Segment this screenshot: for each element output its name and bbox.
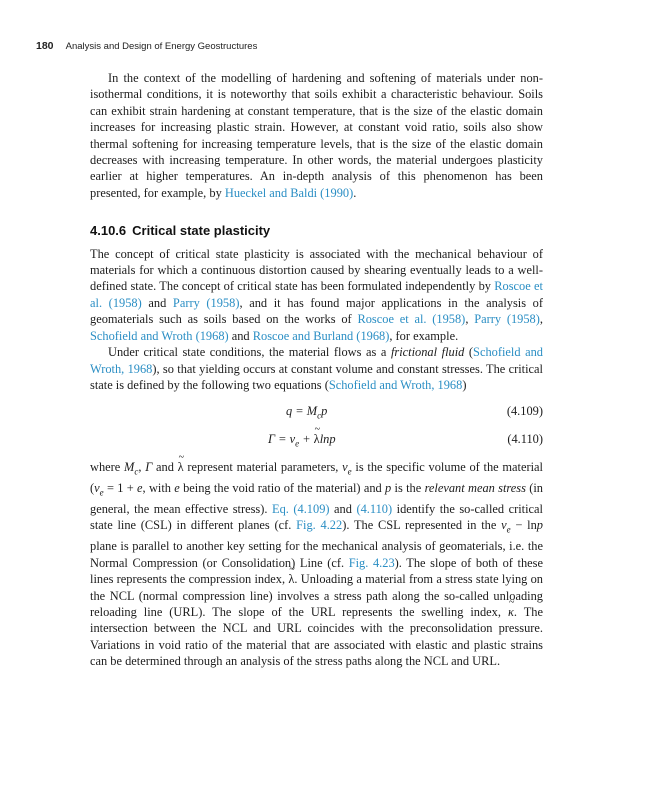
reference-link[interactable]: (4.110) bbox=[356, 502, 393, 517]
page-number: 180 bbox=[36, 40, 54, 52]
paragraph-text: , for example. bbox=[389, 328, 459, 343]
equation-4-110 bbox=[90, 431, 543, 447]
reference-link[interactable]: Schofield and Wroth, 1968 bbox=[328, 377, 463, 392]
paragraph-text: ). The slope of both of these lines represents the compression index, bbox=[90, 555, 543, 587]
paragraph-text: . The intersection between the NCL and URL coincides with the preconsolidation pressure. Variations in void ratio of the material that are associated with elastic and plastic strains can be determined through an analysis of the stress paths along the NCL and URL. bbox=[90, 604, 543, 669]
paragraph-text: ) bbox=[462, 377, 467, 392]
running-title: Analysis and Design of Energy Geostructures bbox=[65, 41, 258, 52]
reference-link[interactable]: Fig. 4.23 bbox=[348, 555, 395, 570]
equation-body: $q = M_cp$ bbox=[286, 404, 328, 421]
paragraph-text: and bbox=[141, 295, 173, 310]
reference-link[interactable]: Parry (1958) bbox=[172, 295, 240, 310]
paragraph-text: and bbox=[228, 328, 253, 343]
paragraph-text: where bbox=[90, 460, 125, 475]
paragraph-text: plane is parallel to another key setting for the mechanical analysis of geomaterials, i.e. the Normal Compression (or Consolidation) Line (cf. bbox=[90, 539, 543, 570]
paragraph-text: . bbox=[353, 185, 357, 200]
paragraph-text: , bbox=[539, 312, 543, 327]
reference-link[interactable]: Schofield and Wroth, 1968 bbox=[90, 345, 543, 376]
paragraph-text: and bbox=[329, 502, 357, 517]
emphasis-frictional-fluid: frictional fluid bbox=[390, 345, 465, 360]
reference-link[interactable]: Roscoe et al. (1958) bbox=[357, 312, 466, 327]
section-number: 4.10.6 bbox=[90, 223, 127, 239]
reference-link[interactable]: Schofield and Wroth (1968) bbox=[90, 328, 229, 343]
page-header bbox=[36, 40, 612, 56]
paragraph-text: , and it has found major applications in the analysis of geomaterials such as soils based on the works of bbox=[90, 295, 544, 327]
paragraph-text: ( bbox=[464, 345, 474, 360]
paragraph-text: (in general, the mean effective stress). bbox=[90, 481, 543, 517]
paragraph-critical-state-concept bbox=[90, 246, 543, 344]
paragraph-text: ), so that yielding occurs at constant volume and constant stresses. The critical state is defined by the following two equations ( bbox=[90, 361, 543, 392]
section-heading bbox=[90, 223, 543, 239]
reference-link[interactable]: Eq. (4.109) bbox=[272, 502, 330, 517]
reference-link[interactable]: Parry (1958) bbox=[474, 312, 540, 327]
equation-number: (4.109) bbox=[506, 404, 543, 419]
paragraph-text: In the context of the modelling of hardening and softening of materials under non-isothermal conditions, it is noteworthy that soils exhibit a characteristic behaviour. Soils can exhibit strain hardening at constant temperature, that is the size of the elastic domain increases for increasing plastic strain. However, at constant void ratio, soils also show thermal softening for increasing temperature levels, that is the size of the elastic domain decreases with increasing temperature. In other words, the material undergoes plasticity earlier at higher temperatures. An in-depth analysis of this phenomenon has been presented, for example, by bbox=[90, 71, 543, 200]
paragraph-text: The concept of critical state plasticity is associated with the mechanical behaviour of materials for which a continuous distortion caused by shearing eventually leads to a well-defined state. The concept of critical state has been formulated independently by bbox=[90, 246, 543, 294]
emphasis-relevant-mean-stress: relevant mean stress bbox=[424, 481, 526, 496]
paragraph-text: represent material parameters, bbox=[183, 460, 343, 475]
paragraph-text: is the specific volume of the material ( bbox=[90, 460, 544, 496]
reference-link[interactable]: Roscoe et al. (1958) bbox=[90, 279, 543, 310]
paragraph-text: being the void ratio of the material) and bbox=[179, 481, 386, 496]
paragraph-csl-ncl-url: where $M_c$, Γ and ~ λ represent material parameters, $v_e$ is the specific volume of the material ($v_e = 1 + e$, with e being the void ratio of the material) and p is the relevant mean stress (in general, the mean effective stress). Eq. (4.109) and (4.110) identify the so-called critical state line (CSL) in different planes (cf. Fig. 4.22). The CSL represented in the $v_e - \ln p$ plane is parallel to another key setting for the mechanical analysis of geomaterials, i.e. the Normal Compression (or Consolidation) Line (cf. Fig. 4.23). The slope of both of these lines represents the compression index, ~ λ. Unloading a material from a stress state lying on the NCL (normal compression line) involves a stress path along the so-called unloading reloading line (URL). The slope of the URL represents the swelling index, ~ κ. The intersection between the NCL and URL coincides with the preconsolidation pressure. Variations in void ratio of the material that are associated with elastic and plastic strains can be determined through an analysis of the stress paths along the NCL and URL. bbox=[90, 459, 543, 669]
equation-4-109 bbox=[90, 403, 543, 419]
reference-link[interactable]: Fig. 4.22 bbox=[296, 518, 343, 533]
paragraph-text: . Unloading a material from a stress state lying on the NCL (normal compression line) involves a stress path along the so-called unloading reloading line (URL). The slope of the URL represents the swelling index, bbox=[90, 572, 543, 619]
paragraph-text: Under critical state conditions, the material flows as a bbox=[108, 345, 391, 360]
paragraph-text: is the bbox=[391, 481, 425, 496]
paragraph-text: , bbox=[465, 312, 475, 327]
paragraph-hardening-softening bbox=[90, 70, 543, 201]
equation-number: (4.110) bbox=[507, 432, 543, 447]
reference-link[interactable]: Roscoe and Burland (1968) bbox=[252, 328, 390, 343]
section-title: Critical state plasticity bbox=[132, 223, 271, 239]
paragraph-frictional-fluid bbox=[90, 344, 543, 393]
paragraph-text: identify the so-called critical state line (CSL) in different planes (cf. bbox=[90, 502, 543, 533]
reference-link[interactable]: Hueckel and Baldi (1990) bbox=[224, 185, 354, 200]
equation-body: $\Gamma = v_e$ + ~ λlnp bbox=[268, 431, 336, 452]
paragraph-text: ). The CSL represented in the bbox=[342, 518, 502, 533]
page-content bbox=[90, 70, 543, 670]
